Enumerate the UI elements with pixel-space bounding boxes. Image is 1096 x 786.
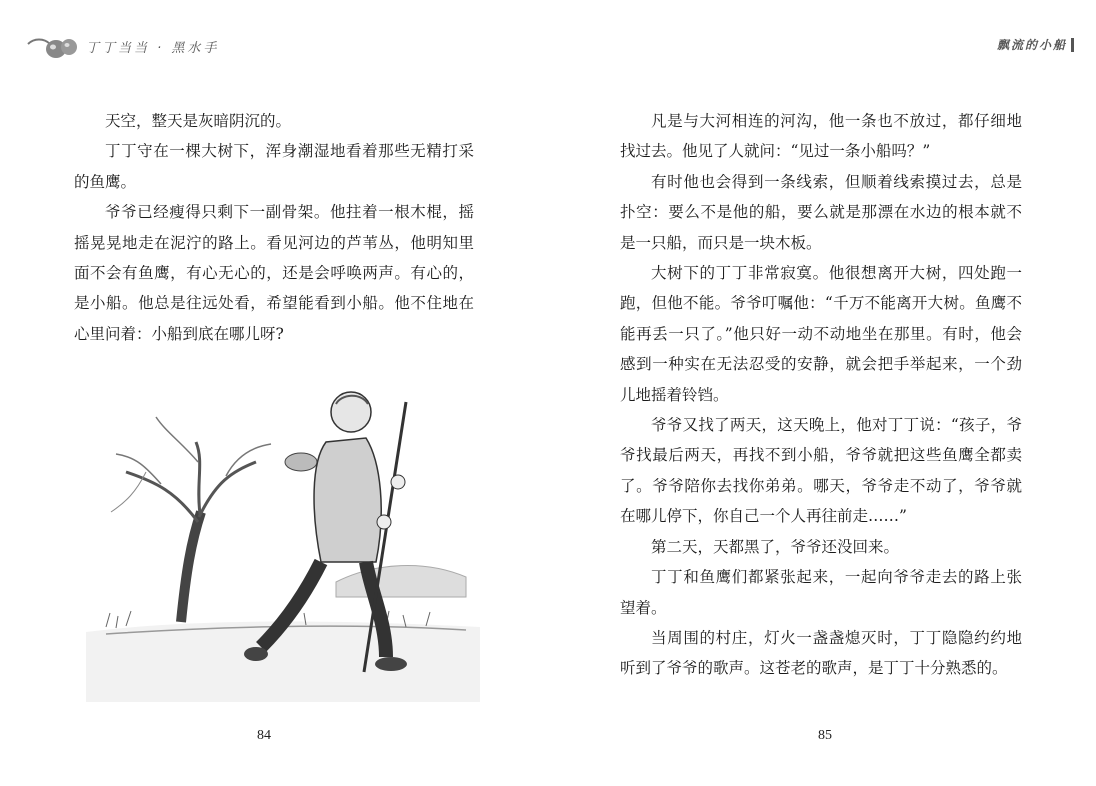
header-bar-icon bbox=[1071, 38, 1074, 52]
paragraph: 大树下的丁丁非常寂寞。他很想离开大树，四处跑一跑，但他不能。爷爷叮嘱他：“千万不能离开大树。鱼鹰不能再丢一只了。”他只好一动不动地坐在那里。有时，他会感到一种实在无法忍受的安静，就会把手举起来，一个劲儿地摇着铃铛。 bbox=[620, 264, 1022, 404]
right-page bbox=[548, 0, 1096, 786]
running-head-left bbox=[26, 30, 219, 62]
paragraph: 第二天，天都黑了，爷爷还没回来。 bbox=[651, 537, 900, 556]
paragraph: 天空，整天是灰暗阴沉的。 bbox=[105, 112, 292, 130]
left-body-text bbox=[74, 106, 474, 349]
page-number-left: 84 bbox=[257, 728, 271, 743]
page-number-right: 85 bbox=[818, 728, 832, 743]
old-man-walking-illustration bbox=[86, 372, 480, 702]
right-body-text bbox=[620, 106, 1022, 684]
paragraph: 当周围的村庄，灯火一盏盏熄灭时，丁丁隐隐约约地听到了爷爷的歌声。这苍老的歌声，是丁丁十分熟悉的。 bbox=[620, 628, 1022, 678]
paragraph: 爷爷又找了两天，这天晚上，他对丁丁说：“孩子，爷爷找最后两天，再找不到小船，爷爷就把这些鱼鹰全都卖了。爷爷陪你去找你弟弟。哪天，爷爷走不动了，爷爷就在哪儿停下，你自己一个人再往前走……” bbox=[620, 416, 1022, 526]
paragraph: 丁丁守在一棵大树下，浑身潮湿地看着那些无精打采的鱼鹰。 bbox=[74, 142, 474, 191]
chapter-title: 飘流的小船 bbox=[996, 38, 1067, 52]
paragraph: 丁丁和鱼鹰们都紧张起来，一起向爷爷走去的路上张望着。 bbox=[620, 568, 1022, 617]
paragraph: 凡是与大河相连的河沟，他一条也不放过，都仔细地找过去。他见了人就问：“见过一条小船吗？” bbox=[620, 112, 1022, 161]
running-head-right bbox=[997, 36, 1074, 53]
series-title: 丁丁当当 · 黑水手 bbox=[86, 40, 220, 56]
gourd-logo-icon bbox=[26, 30, 80, 62]
paragraph: 有时他也会得到一条线索，但顺着线索摸过去，总是扑空：要么不是他的船，要么就是那漂在水边的根本就不是一只船，而只是一块木板。 bbox=[620, 172, 1022, 252]
paragraph: 爷爷已经瘦得只剩下一副骨架。他拄着一根木棍，摇摇晃晃地走在泥泞的路上。看见河边的芦苇丛，他明知里面不会有鱼鹰，有心无心的，还是会呼唤两声。有心的，是小船。他总是往远处看，希望能看到小船。他不住地在心里问着：小船到底在哪儿呀? bbox=[74, 203, 474, 343]
